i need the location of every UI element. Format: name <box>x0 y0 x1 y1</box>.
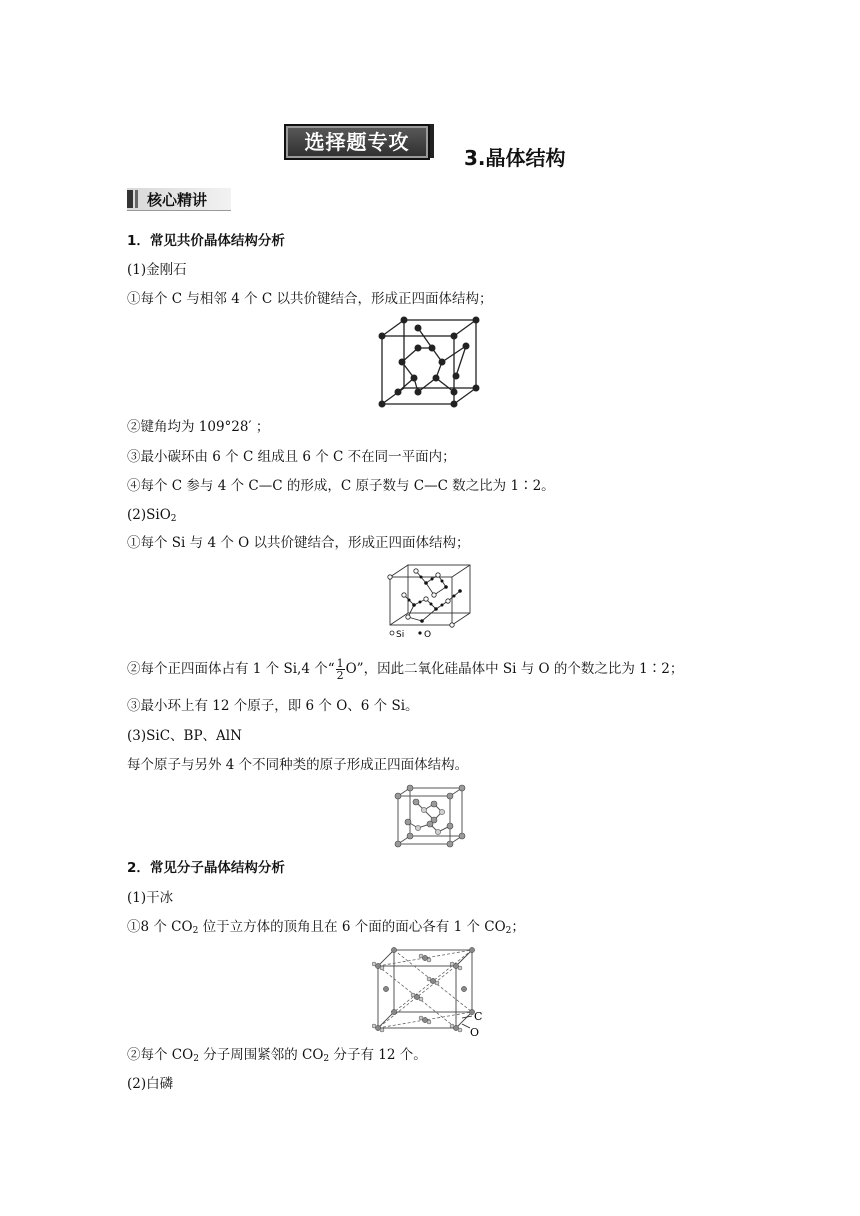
fraction-half <box>336 658 345 681</box>
heading-molecular: 2．常见分子晶体结构分析 <box>127 860 285 876</box>
diamond-point-1: ①每个 C 与相邻 4 个 C 以共价键结合，形成正四面体结构； <box>127 291 493 307</box>
sio2-legend-si: Si <box>396 630 405 640</box>
dry-ice-point-2-b: 分子周围紧邻的 CO <box>198 1047 324 1063</box>
dry-ice-point-2 <box>127 1046 427 1068</box>
diamond-point-2: ②键角均为 109°28′ ； <box>127 419 270 435</box>
banner-edge <box>430 124 434 158</box>
dry-ice-point-1-c: ； <box>511 919 525 935</box>
section-tag-bar <box>127 190 133 208</box>
diamond-point-3: ③最小碳环由 6 个 C 组成且 6 个 C 不在同一平面内； <box>127 449 456 465</box>
co2-label-o: O <box>470 1026 480 1038</box>
sio2-point-1: ①每个 Si 与 4 个 O 以共价键结合，形成正四面体结构； <box>127 535 470 551</box>
dry-ice-point-1-sub-a: 2 <box>192 926 199 936</box>
dry-ice-point-2-c: 分子有 12 个。 <box>329 1047 427 1063</box>
fraction-denominator: 2 <box>336 669 344 682</box>
sic-heading: (3)SiC、BP、AlN <box>127 728 242 744</box>
section-tag-label: 核心精讲 <box>147 191 208 209</box>
sio2-heading-text: (2)SiO <box>127 507 171 523</box>
page-title: 3.晶体结构 <box>464 146 566 170</box>
co2-label-c: C <box>474 1010 483 1023</box>
diamond-heading: (1)金刚石 <box>127 262 187 278</box>
sic-point-1: 每个原子与另外 4 个不同种类的原子形成正四面体结构。 <box>127 757 469 773</box>
heading-covalent: 1．常见共价晶体结构分析 <box>127 233 285 249</box>
section-tag-bar-2 <box>135 190 138 208</box>
diamond-structure-figure <box>376 316 486 408</box>
sio2-heading <box>127 506 177 528</box>
sio2-heading-sub: 2 <box>170 514 177 524</box>
dry-ice-point-1 <box>127 918 525 940</box>
dry-ice-point-2-a: ②每个 CO <box>127 1047 194 1063</box>
section-tag <box>127 188 231 211</box>
sio2-point-3: ③最小环上有 12 个原子，即 6 个 O、6 个 Si。 <box>127 698 419 714</box>
dry-ice-point-2-sub-b: 2 <box>323 1054 330 1064</box>
topic-banner: 选择题专攻 <box>284 124 430 160</box>
sio2-structure-figure <box>386 561 478 641</box>
co2-structure-figure <box>372 944 492 1038</box>
dry-ice-point-1-a: ①8 个 CO <box>127 919 193 935</box>
fraction-numerator: 1 <box>336 657 344 670</box>
diamond-point-4: ④每个 C 参与 4 个 C—C 的形成，C 原子数与 C—C 数之比为 1∶2。 <box>127 478 555 494</box>
dry-ice-point-1-b: 位于立方体的顶角且在 6 个面的面心各有 1 个 CO <box>198 919 506 935</box>
dry-ice-point-1-sub-b: 2 <box>505 926 512 936</box>
sio2-point-2-b: O”，因此二氧化硅晶体中 Si 与 O 的个数之比为 1∶2； <box>345 661 684 677</box>
dry-ice-point-2-sub-a: 2 <box>193 1054 199 1064</box>
dry-ice-heading: (1)干冰 <box>127 890 174 906</box>
sic-structure-figure <box>394 784 466 848</box>
white-phosphorus-heading: (2)白磷 <box>127 1076 174 1092</box>
sio2-point-2 <box>127 658 683 681</box>
sio2-legend-o: O <box>424 630 432 640</box>
sio2-point-2-a: ②每个正四面体占有 1 个 Si,4 个“ <box>127 661 335 677</box>
